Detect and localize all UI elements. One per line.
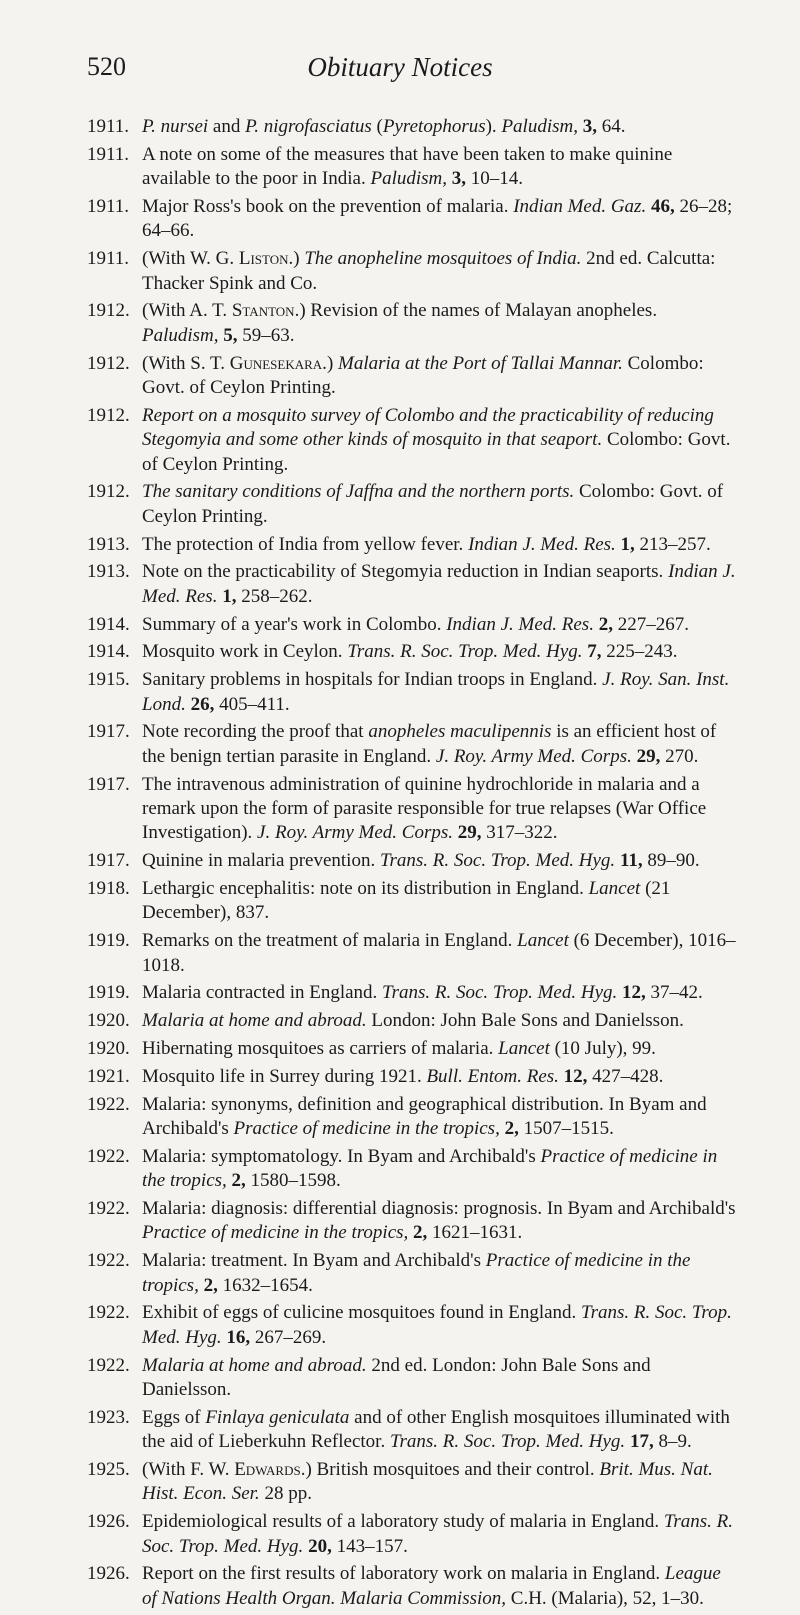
entry-segment: J. Roy. San. Inst. Lond. xyxy=(142,669,730,715)
entry-text xyxy=(142,640,737,664)
entry-segment: 2, xyxy=(203,1274,218,1296)
entry-year: 1925. xyxy=(87,1459,130,1481)
entry-year: 1918. xyxy=(87,878,130,900)
bibliography-entry xyxy=(87,1093,737,1142)
entry-text xyxy=(142,981,737,1005)
entry-segment: ) xyxy=(293,248,305,270)
bibliography-entry xyxy=(87,1065,737,1089)
entry-text xyxy=(142,613,737,637)
entry-segment: Practice of medicine in the tropics, xyxy=(142,1250,691,1296)
entry-segment: Trans. R. Soc. Trop. Med. Hyg. xyxy=(142,1511,734,1557)
entry-text xyxy=(142,115,737,139)
entry-segment: 2, xyxy=(598,613,613,635)
entry-segment: 2, xyxy=(413,1222,428,1244)
entry-text xyxy=(142,929,737,978)
entry-text xyxy=(142,143,737,192)
entry-segment: 11, xyxy=(619,850,643,872)
entry-text xyxy=(142,720,737,769)
entry-segment: 20, xyxy=(308,1535,332,1557)
entry-segment: Malaria: symptomatology. In Byam and Archibald's xyxy=(142,1145,541,1167)
entry-segment: 10–14. xyxy=(466,168,523,190)
entry-segment: 29, xyxy=(636,745,661,767)
entry-segment: Trans. R. Soc. Trop. Med. Hyg. xyxy=(142,1302,732,1348)
entry-segment: 427–428. xyxy=(587,1065,664,1087)
entry-segment: (With A. T. xyxy=(142,300,232,322)
entry-segment: Malaria contracted in England. xyxy=(142,982,383,1004)
entry-segment: Paludism, xyxy=(370,168,447,190)
entry-year: 1922. xyxy=(87,1302,130,1324)
entry-year: 1917. xyxy=(87,721,130,743)
bibliography-entry xyxy=(87,1562,737,1611)
entry-text xyxy=(142,1354,737,1403)
entry-segment: Malaria at the Port of Tallai Mannar. xyxy=(338,352,623,374)
entry-text xyxy=(142,404,737,477)
entry-year: 1920. xyxy=(87,1010,130,1032)
entry-segment: 17, xyxy=(629,1431,654,1453)
bibliography-entry xyxy=(87,668,737,717)
entry-segment: Lancet xyxy=(588,878,641,900)
bibliography-entry xyxy=(87,247,737,296)
entry-segment: Indian J. Med. Res. xyxy=(468,533,616,555)
entry-year: 1917. xyxy=(87,773,130,795)
entry-segment: 89–90. xyxy=(642,850,700,872)
running-title: Obituary Notices xyxy=(307,52,493,82)
entry-year: 1913. xyxy=(87,533,130,555)
entry-year: 1922. xyxy=(87,1145,130,1167)
entry-segment: Brit. Mus. Nat. Hist. Econ. Ser. xyxy=(142,1459,713,1505)
entry-segment: Stanton. xyxy=(231,300,300,322)
entry-segment: Lancet xyxy=(517,930,569,952)
entry-year: 1912. xyxy=(87,481,130,503)
entry-segment: Trans. R. Soc. Trop. Med. Hyg. xyxy=(379,850,616,872)
entry-segment: 258–262. xyxy=(236,585,313,607)
entry-segment: 3, xyxy=(582,116,597,137)
entry-text xyxy=(142,773,737,846)
entry-segment: (With F. W. xyxy=(142,1459,235,1481)
entry-segment: and of other English mosquitoes illuminated with the aid of Lieberkuhn Reflector. xyxy=(142,1406,730,1453)
entry-segment: anopheles maculipennis xyxy=(368,721,552,743)
entry-year: 1912. xyxy=(87,300,130,322)
entry-text xyxy=(142,1197,737,1246)
entry-segment: 12, xyxy=(622,982,646,1004)
entry-segment: Indian J. Med. Res. xyxy=(446,613,594,635)
entry-segment: Colombo: Govt. of Ceylon Printing. xyxy=(142,481,724,527)
entry-segment: P. nigrofasciatus xyxy=(245,116,372,137)
entry-segment: The intravenous administration of quinine hydrochloride in malaria and a remark upon the form of parasite responsible for true relapses (War Office Investigation). xyxy=(142,773,707,844)
page-number: 520 xyxy=(87,52,126,81)
entry-segment: 267–269. xyxy=(250,1326,327,1348)
entry-year: 1917. xyxy=(87,850,130,872)
entry-segment: 227–267. xyxy=(612,613,689,635)
entry-segment: (With W. G. xyxy=(142,248,239,270)
entry-segment: ). xyxy=(485,116,502,137)
entry-segment: Major Ross's book on the prevention of malaria. xyxy=(142,196,514,217)
bibliography-entry xyxy=(87,877,737,926)
bibliography-entry xyxy=(87,849,737,873)
bibliography-entry xyxy=(87,1009,737,1033)
entry-segment: 46, xyxy=(650,196,675,217)
entry-segment: (With S. T. xyxy=(142,352,230,374)
entry-year: 1911. xyxy=(87,196,130,217)
bibliography-entry xyxy=(87,720,737,769)
entry-year: 1911. xyxy=(87,248,130,270)
entry-segment: 1632–1654. xyxy=(217,1274,313,1296)
entry-year: 1920. xyxy=(87,1038,130,1060)
entry-segment: 5, xyxy=(223,324,238,346)
entry-segment: Sanitary problems in hospitals for Indian troops in England. xyxy=(142,669,603,691)
bibliography-entry xyxy=(87,1301,737,1350)
entry-segment: Note on the practicability of Stegomyia reduction in Indian seaports. xyxy=(142,561,669,583)
entry-segment: 405–411. xyxy=(214,693,290,715)
bibliography-entry xyxy=(87,143,737,192)
entry-year: 1919. xyxy=(87,930,130,952)
entry-segment: Malaria: diagnosis: differential diagnosis: prognosis. In Byam and Archibald's xyxy=(142,1198,736,1220)
entry-segment: Malaria: synonyms, definition and geographical distribution. In Byam and Archibald's xyxy=(142,1093,707,1140)
entry-year: 1922. xyxy=(87,1198,130,1220)
bibliography-entry xyxy=(87,929,737,978)
entry-year: 1919. xyxy=(87,982,130,1004)
bibliography-list xyxy=(87,115,737,1615)
page-header xyxy=(0,52,800,92)
entry-year: 1926. xyxy=(87,1511,130,1533)
entry-segment: Practice of medicine in the tropics, xyxy=(142,1145,718,1192)
entry-segment: ( xyxy=(371,116,383,137)
entry-segment: 16, xyxy=(226,1326,251,1348)
entry-year: 1913. xyxy=(87,561,130,583)
entry-segment: 317–322. xyxy=(481,822,558,844)
entry-segment: J. Roy. Army Med. Corps. xyxy=(435,745,632,767)
entry-segment: 8–9. xyxy=(653,1431,692,1453)
entry-segment: 12, xyxy=(563,1065,588,1087)
entry-segment: The anopheline mosquitoes of India. xyxy=(304,248,582,270)
entry-segment: and xyxy=(208,116,246,137)
entry-segment: (6 December), 1016–1018. xyxy=(142,930,736,976)
entry-segment: 3, xyxy=(451,168,466,190)
entry-segment: 2nd ed. London: John Bale Sons and Danielsson. xyxy=(142,1354,651,1401)
entry-text xyxy=(142,668,737,717)
entry-segment: Paludism, xyxy=(142,324,219,346)
entry-segment: 1, xyxy=(222,585,237,607)
bibliography-entry xyxy=(87,773,737,846)
entry-segment: 29, xyxy=(457,822,482,844)
entry-segment: Finlaya geniculata xyxy=(205,1406,350,1428)
entry-segment: Indian J. Med. Res. xyxy=(142,561,736,607)
entry-segment: Note recording the proof that xyxy=(142,721,369,743)
bibliography-entry xyxy=(87,1145,737,1194)
entry-text xyxy=(142,299,737,348)
entry-year: 1911. xyxy=(87,116,130,137)
entry-segment: Indian Med. Gaz. xyxy=(513,196,647,217)
bibliography-entry xyxy=(87,981,737,1005)
entry-segment: 270. xyxy=(660,745,699,767)
entry-segment: Malaria: treatment. In Byam and Archibald's xyxy=(142,1250,486,1272)
entry-segment: 59–63. xyxy=(237,324,295,346)
entry-year: 1915. xyxy=(87,669,130,691)
entry-year: 1926. xyxy=(87,1563,130,1585)
entry-segment: 225–243. xyxy=(601,641,678,663)
bibliography-entry xyxy=(87,480,737,529)
entry-text xyxy=(142,849,737,873)
entry-segment: J. Roy. Army Med. Corps. xyxy=(257,822,453,844)
entry-segment: 2, xyxy=(231,1170,246,1192)
entry-text xyxy=(142,1093,737,1142)
entry-year: 1912. xyxy=(87,352,130,374)
entry-segment: Trans. R. Soc. Trop. Med. Hyg. xyxy=(347,641,583,663)
entry-segment: Paludism, xyxy=(501,116,578,137)
entry-year: 1922. xyxy=(87,1093,130,1115)
entry-segment: 2nd ed. Calcutta: Thacker Spink and Co. xyxy=(142,248,716,294)
entry-segment: C.H. (Malaria), 52, 1–30. xyxy=(506,1587,704,1609)
bibliography-entry xyxy=(87,1197,737,1246)
entry-segment: Pyretophorus xyxy=(382,116,486,137)
entry-segment: Eggs of xyxy=(142,1406,206,1428)
entry-segment: ) xyxy=(326,352,339,374)
entry-segment: ) Revision of the names of Malayan anopheles. xyxy=(299,300,658,322)
entry-text xyxy=(142,1145,737,1194)
entry-segment: (21 December), 837. xyxy=(142,878,671,924)
entry-text xyxy=(142,1009,737,1033)
entry-text xyxy=(142,1037,737,1061)
entry-segment: A note on some of the measures that have been taken to make quinine available to the poor in India. xyxy=(142,143,673,190)
entry-text xyxy=(142,352,737,401)
entry-segment: Liston. xyxy=(238,248,294,270)
bibliography-entry xyxy=(87,352,737,401)
bibliography-entry xyxy=(87,613,737,637)
entry-segment: Mosquito life in Surrey during 1921. xyxy=(142,1065,427,1087)
entry-year: 1923. xyxy=(87,1406,130,1428)
entry-segment: 26–28; 64–66. xyxy=(142,196,733,242)
entry-segment: 7, xyxy=(587,641,602,663)
entry-segment: Trans. R. Soc. Trop. Med. Hyg. xyxy=(389,1431,626,1453)
entry-segment: (10 July), 99. xyxy=(549,1038,656,1060)
entry-year: 1912. xyxy=(87,404,130,426)
bibliography-entry xyxy=(87,1510,737,1559)
bibliography-entry xyxy=(87,533,737,557)
entry-text xyxy=(142,1301,737,1350)
entry-segment: 1507–1515. xyxy=(518,1118,614,1140)
entry-text xyxy=(142,560,737,609)
entry-segment: London: John Bale Sons and Danielsson. xyxy=(366,1010,684,1032)
entry-year: 1914. xyxy=(87,641,130,663)
entry-segment: Practice of medicine in the tropics, xyxy=(142,1222,409,1244)
bibliography-entry xyxy=(87,1406,737,1455)
entry-segment: Report on a mosquito survey of Colombo and the practicability of reducing Stegomyia and some other kinds of mosquito in that seaport. xyxy=(142,404,714,451)
entry-segment: 26, xyxy=(190,693,215,715)
bibliography-entry xyxy=(87,560,737,609)
entry-segment: Exhibit of eggs of culicine mosquitoes found in England. xyxy=(142,1302,582,1324)
entry-segment: Hibernating mosquitoes as carriers of malaria. xyxy=(142,1038,499,1060)
bibliography-entry xyxy=(87,195,737,244)
entry-segment: Report on the first results of laboratory work on malaria in England. xyxy=(142,1563,665,1585)
entry-segment: P. nursei xyxy=(142,116,209,137)
entry-segment: ) British mosquitoes and their control. xyxy=(305,1459,600,1481)
entry-segment: The sanitary conditions of Jaffna and the northern ports. xyxy=(142,481,575,503)
entry-segment: Practice of medicine in the tropics, xyxy=(233,1118,500,1140)
entry-segment: Colombo: Govt. of Ceylon Printing. xyxy=(142,429,731,475)
bibliography-entry xyxy=(87,1249,737,1298)
entry-year: 1922. xyxy=(87,1354,130,1376)
entry-segment: League of Nations Health Organ. Malaria Commission, xyxy=(142,1563,721,1609)
entry-segment: Lethargic encephalitis: note on its distribution in England. xyxy=(142,878,589,900)
bibliography-entry xyxy=(87,1354,737,1403)
entry-segment: Colombo: Govt. of Ceylon Printing. xyxy=(142,352,704,399)
entry-segment: Remarks on the treatment of malaria in England. xyxy=(142,930,518,952)
entry-text xyxy=(142,533,737,557)
entry-text xyxy=(142,195,737,244)
entry-segment: Trans. R. Soc. Trop. Med. Hyg. xyxy=(382,982,618,1004)
bibliography-entry xyxy=(87,1458,737,1507)
bibliography-entry xyxy=(87,299,737,348)
entry-text xyxy=(142,1249,737,1298)
entry-segment: 1580–1598. xyxy=(245,1170,341,1192)
bibliography-entry xyxy=(87,115,737,139)
entry-segment: 37–42. xyxy=(645,982,703,1004)
entry-segment: 1, xyxy=(620,533,635,555)
entry-text xyxy=(142,1562,737,1611)
entry-segment: 213–257. xyxy=(634,533,711,555)
bibliography-entry xyxy=(87,640,737,664)
entry-segment: Gunesekara. xyxy=(229,352,327,374)
entry-text xyxy=(142,480,737,529)
entry-text xyxy=(142,1406,737,1455)
entry-segment: 143–157. xyxy=(331,1535,408,1557)
entry-segment: Edwards. xyxy=(234,1459,306,1481)
entry-segment: 64. xyxy=(596,116,626,137)
entry-segment: The protection of India from yellow fever. xyxy=(142,533,469,555)
entry-year: 1921. xyxy=(87,1065,130,1087)
entry-year: 1914. xyxy=(87,613,130,635)
entry-segment: Quinine in malaria prevention. xyxy=(142,850,380,872)
entry-segment: Malaria at home and abroad. xyxy=(142,1354,367,1376)
entry-segment: is an efficient host of the benign tertian parasite in England. xyxy=(142,721,717,767)
bibliography-entry xyxy=(87,1037,737,1061)
entry-segment: Bull. Entom. Res. xyxy=(426,1065,559,1087)
entry-text xyxy=(142,1510,737,1559)
entry-segment: Malaria at home and abroad. xyxy=(142,1010,367,1032)
entry-segment: 28 pp. xyxy=(259,1483,312,1505)
entry-text xyxy=(142,877,737,926)
entry-text xyxy=(142,1458,737,1507)
entry-text xyxy=(142,247,737,296)
entry-year: 1922. xyxy=(87,1250,130,1272)
entry-year: 1911. xyxy=(87,143,130,165)
entry-segment: Summary of a year's work in Colombo. xyxy=(142,613,447,635)
entry-segment: 2, xyxy=(504,1118,519,1140)
bibliography-entry xyxy=(87,404,737,477)
entry-segment: 1621–1631. xyxy=(427,1222,523,1244)
entry-segment: Epidemiological results of a laboratory study of malaria in England. xyxy=(142,1511,664,1533)
entry-segment: Mosquito work in Ceylon. xyxy=(142,641,348,663)
entry-text xyxy=(142,1065,737,1089)
entry-segment: Lancet xyxy=(498,1038,550,1060)
